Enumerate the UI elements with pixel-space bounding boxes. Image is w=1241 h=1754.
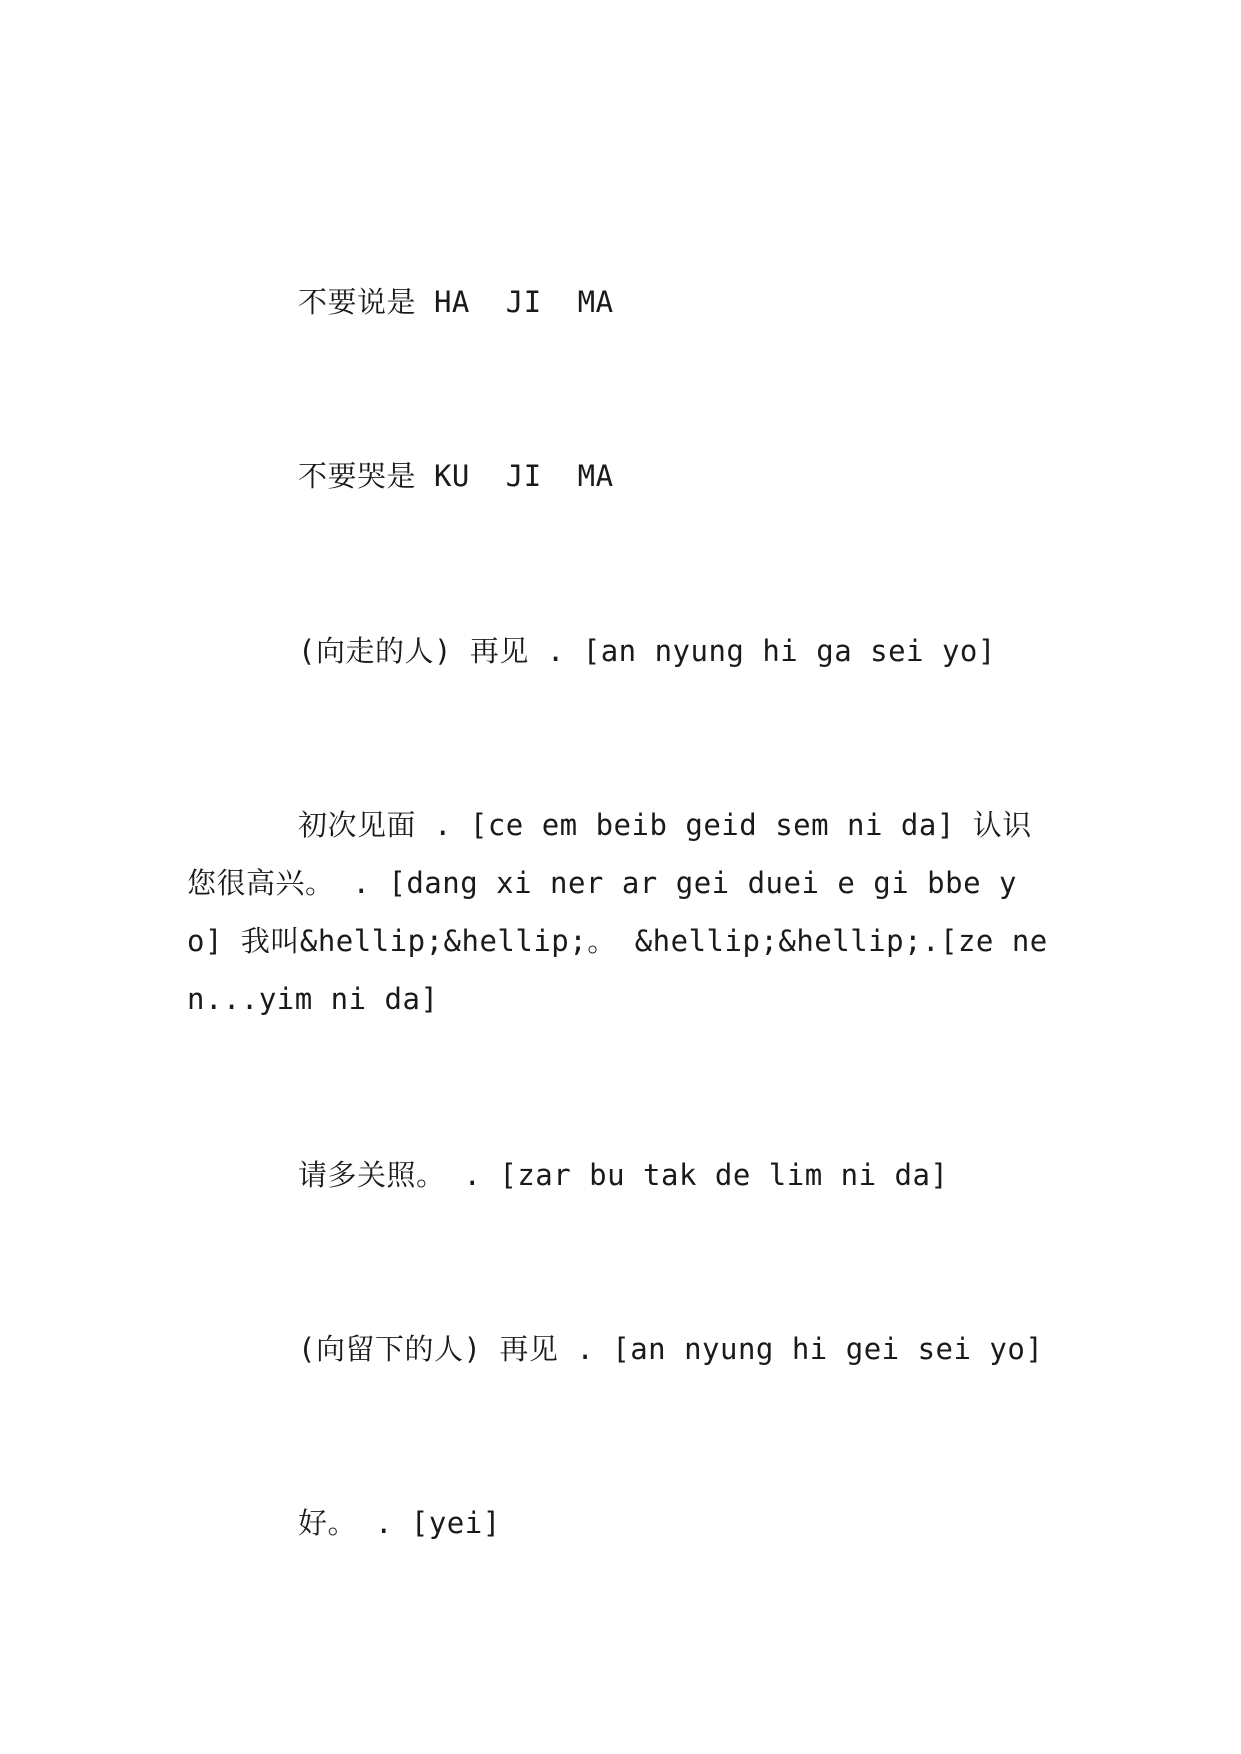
paragraph-ku-ji-ma: 不要哭是 KU JI MA	[298, 459, 614, 493]
paragraph-yes: 好。 . [yei]	[298, 1506, 501, 1540]
paragraph-first-meeting: 初次见面 . [ce em beib geid sem ni da] 认识您很高兴。 . [dang xi ner ar gei duei e gi bbe yo] 我叫&hellip;&hellip;。 &hellip;&hellip;.[ze nen...yim ni da]	[187, 808, 1048, 1016]
paragraph-please-take-care: 请多关照。 . [zar bu tak de lim ni da]	[298, 1158, 949, 1192]
paragraph-goodbye-leaving: (向走的人) 再见 . [an nyung hi ga sei yo]	[298, 634, 996, 668]
paragraph-goodbye-staying: (向留下的人) 再见 . [an nyung hi gei sei yo]	[298, 1332, 1044, 1366]
paragraph-ha-ji-ma: 不要说是 HA JI MA	[298, 285, 614, 319]
